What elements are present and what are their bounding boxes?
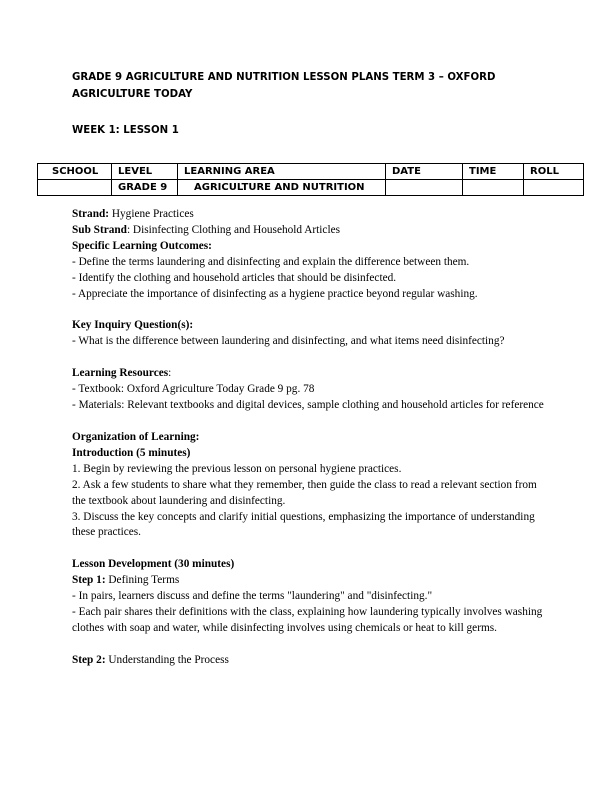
list-item: 3. Discuss the key concepts and clarify initial questions, emphasizing the importance of understanding these practices. <box>72 510 535 539</box>
organization-heading: Organization of Learning: <box>72 430 200 443</box>
strand-label: Strand: <box>72 208 110 220</box>
step-2-heading: Step 2: Understanding the Process <box>72 653 229 666</box>
table-header-cell: DATE <box>386 164 463 180</box>
table-cell <box>524 180 584 196</box>
sub-strand-label: Sub Strand <box>72 223 127 236</box>
document-title: GRADE 9 AGRICULTURE AND NUTRITION LESSON PLANS TERM 3 – OXFORD AGRICULTURE TODAY <box>72 72 496 100</box>
development-heading: Lesson Development (30 minutes) <box>72 558 235 571</box>
list-item: - In pairs, learners discuss and define the terms "laundering" and "disinfecting." <box>72 590 433 603</box>
table-header-cell: LEARNING AREA <box>178 164 386 180</box>
week-heading: WEEK 1: LESSON 1 <box>72 125 179 136</box>
list-item: 2. Ask a few students to share what they remember, then guide the class to read a relevant section from the textbook about laundering and disinfecting. <box>72 478 537 507</box>
list-item: - Materials: Relevant textbooks and digital devices, sample clothing and household articles for reference <box>72 399 544 412</box>
lesson-info-table <box>37 163 584 196</box>
list-item: - Appreciate the importance of disinfecting as a hygiene practice beyond regular washing. <box>72 287 478 300</box>
table-row <box>38 180 584 196</box>
introduction-heading: Introduction (5 minutes) <box>72 446 191 459</box>
step-1-heading: Step 1: Defining Terms <box>72 574 180 587</box>
table-header-cell: LEVEL <box>112 164 178 180</box>
list-item: 1. Begin by reviewing the previous lesson on personal hygiene practices. <box>72 462 402 475</box>
sub-strand-value: : Disinfecting Clothing and Household Articles <box>126 223 340 236</box>
strand-line <box>72 207 552 223</box>
table-cell: AGRICULTURE AND NUTRITION <box>178 180 386 196</box>
list-item: - Textbook: Oxford Agriculture Today Grade 9 pg. 78 <box>72 383 315 396</box>
sub-strand-line <box>72 223 552 239</box>
table-cell <box>463 180 524 196</box>
table-header-cell: TIME <box>463 164 524 180</box>
table-header-cell: SCHOOL <box>38 164 112 180</box>
table-header-row <box>38 164 584 180</box>
table-cell: GRADE 9 <box>112 180 178 196</box>
table-cell <box>386 180 463 196</box>
strand-value: Hygiene Practices <box>109 208 194 220</box>
table-header-cell: ROLL <box>524 164 584 180</box>
kiq-heading: Key Inquiry Question(s): <box>72 319 194 332</box>
list-item: - Each pair shares their definitions with the class, explaining how laundering typically involves washing clothes with soap and water, while disinfecting involves using chemicals or heat to kill germs. <box>72 606 543 634</box>
list-item: - What is the difference between laundering and disinfecting, and what items need disinfecting? <box>72 335 505 348</box>
lesson-body <box>72 207 552 669</box>
slo-heading: Specific Learning Outcomes: <box>72 239 212 252</box>
resources-heading: Learning Resources: <box>72 367 172 380</box>
list-item: - Define the terms laundering and disinfecting and explain the difference between them. <box>72 255 470 268</box>
table-cell <box>38 180 112 196</box>
list-item: - Identify the clothing and household articles that should be disinfected. <box>72 271 397 284</box>
